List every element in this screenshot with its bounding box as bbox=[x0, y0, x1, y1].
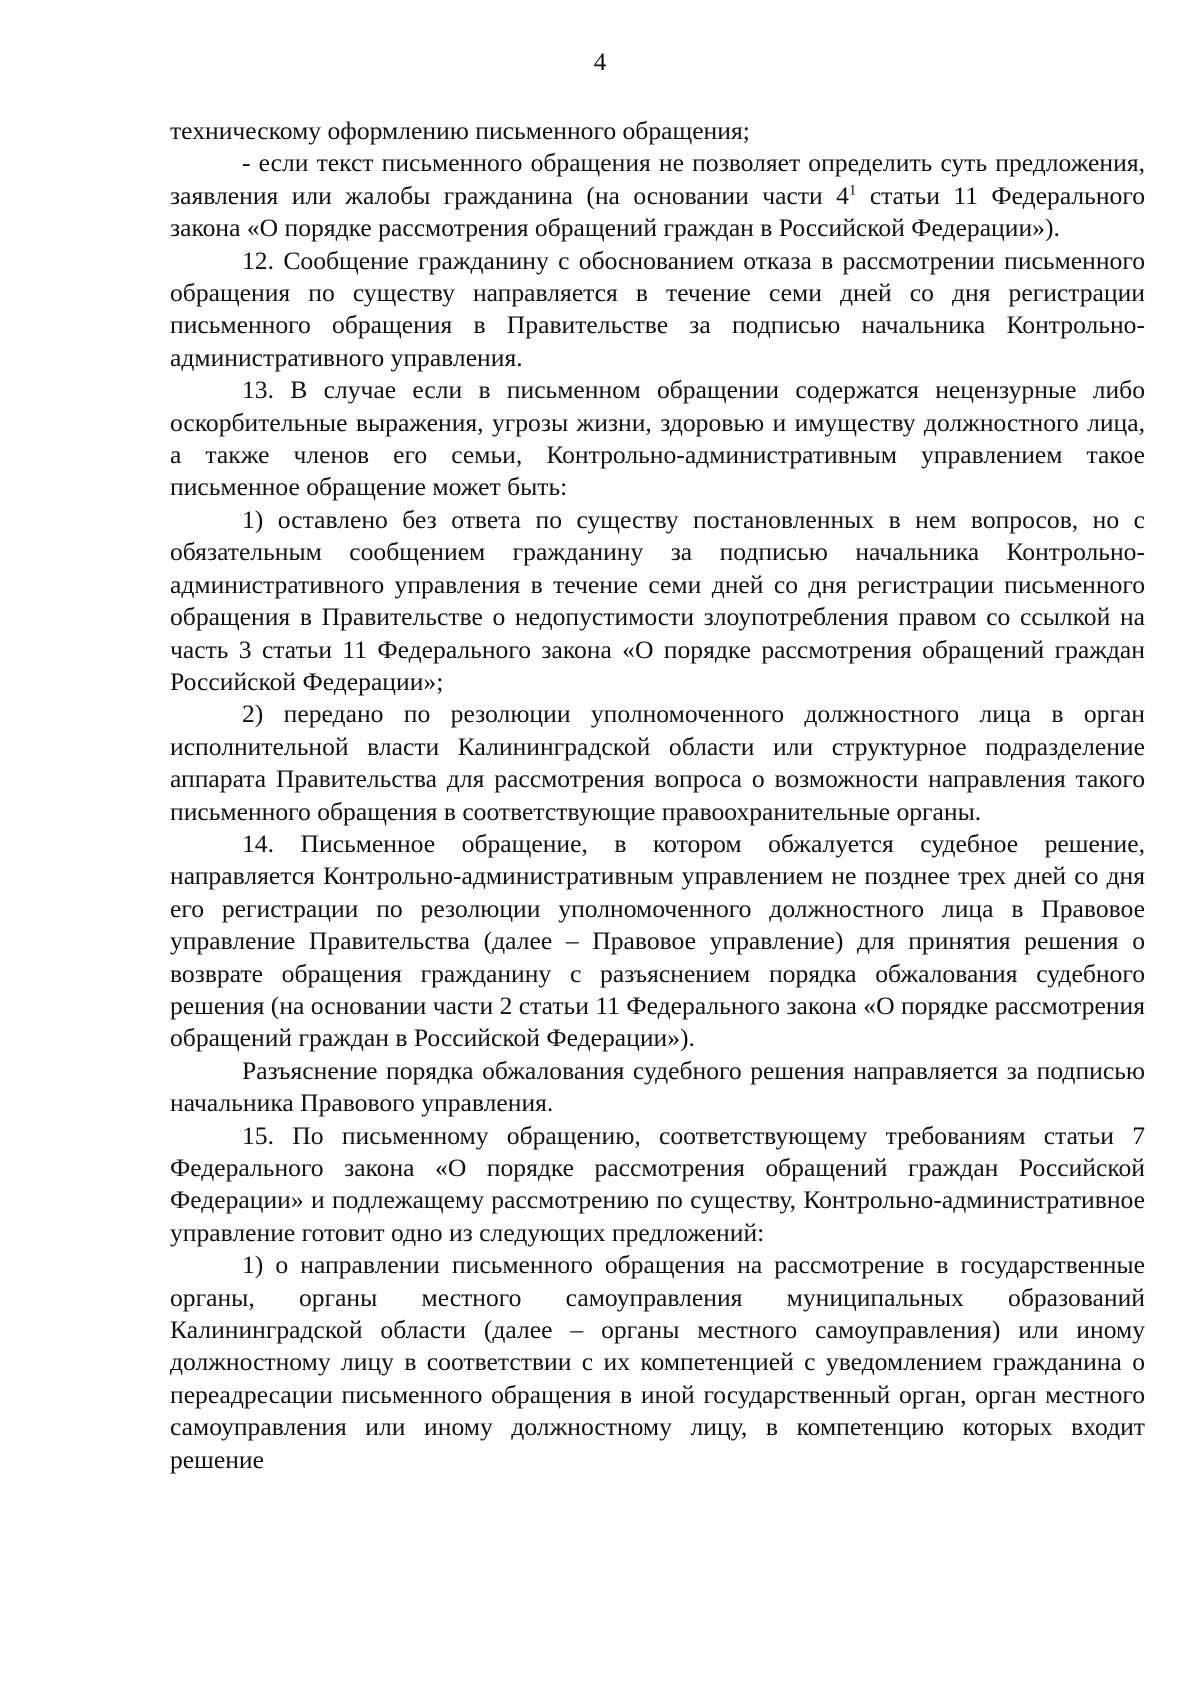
paragraph-item-15-1: 1) о направлении письменного обращения на рассмотрение в государственные органы, органы местного самоуправления муниципальных образований Калининградской области (далее – органы местного самоуправления) или иному должностному лицу в соответствии с их компетенцией с уведомлением гражданина о переадресации письменного обращения в иной государственный орган, орган местного самоуправления или иному должностному лицу, в компетенцию которых входит решение bbox=[170, 1250, 1145, 1474]
paragraph-item-13: 13. В случае если в письменном обращении содержатся нецензурные либо оскорбительные выражения, угрозы жизни, здоровью и имуществу должностного лица, а также членов его семьи, Контрольно-административным управлением такое письменное обращение может быть: bbox=[170, 375, 1145, 502]
paragraph-text: - если текст письменного обращения не позволяет определить суть предложения, заявления или жалобы гражданина (на основании части 4 bbox=[170, 148, 1145, 210]
paragraph-explanation: Разъяснение порядка обжалования судебного решения направляется за подписью начальника Правового управления. bbox=[170, 1055, 1145, 1118]
paragraph-item-13-2: 2) передано по резолюции уполномоченного должностного лица в орган исполнительной власти Калининградской области или структурное подразделение аппарата Правительства для рассмотрения вопроса о возможности направления такого письменного обращения в соответствующие правоохранительные органы. bbox=[170, 699, 1145, 826]
paragraph-bullet-text-unclear bbox=[170, 147, 1145, 244]
paragraph-item-13-1: 1) оставлено без ответа по существу постановленных в нем вопросов, но с обязательным сообщением гражданину за подписью начальника Контрольно-административного управления в течение семи дней со дня регистрации письменного обращения в Правительстве о недопустимости злоупотребления правом со ссылкой на часть 3 статьи 11 Федерального закона «О порядке рассмотрения обращений граждан Российской Федерации»; bbox=[170, 504, 1145, 696]
superscript: 1 bbox=[848, 182, 857, 199]
paragraph-item-12: 12. Сообщение гражданину с обоснованием отказа в рассмотрении письменного обращения по существу направляется в течение семи дней со дня регистрации письменного обращения в Правительстве за подписью начальника Контрольно-административного управления. bbox=[170, 245, 1145, 372]
paragraph-text: статьи 11 Федерального закона «О порядке рассмотрения обращений граждан в Российской Федерации»). bbox=[170, 180, 1145, 243]
paragraph-continuation: техническому оформлению письменного обращения; bbox=[170, 116, 750, 145]
page-number: 4 bbox=[593, 49, 607, 76]
document-body bbox=[170, 115, 1145, 1476]
paragraph-item-14: 14. Письменное обращение, в котором обжалуется судебное решение, направляется Контрольно-административным управлением не позднее трех дней со дня его регистрации по резолюции уполномоченного должностного лица в Правовое управление Правительства (далее – Правовое управление) для принятия решения о возврате обращения гражданину с разъяснением порядка обжалования судебного решения (на основании части 2 статьи 11 Федерального закона «О порядке рассмотрения обращений граждан в Российской Федерации»). bbox=[170, 828, 1145, 1053]
paragraph-item-15: 15. По письменному обращению, соответствующему требованиям статьи 7 Федерального закона «О порядке рассмотрения обращений граждан Российской Федерации» и подлежащему рассмотрению по существу, Контрольно-административное управление готовит одно из следующих предложений: bbox=[170, 1120, 1145, 1247]
